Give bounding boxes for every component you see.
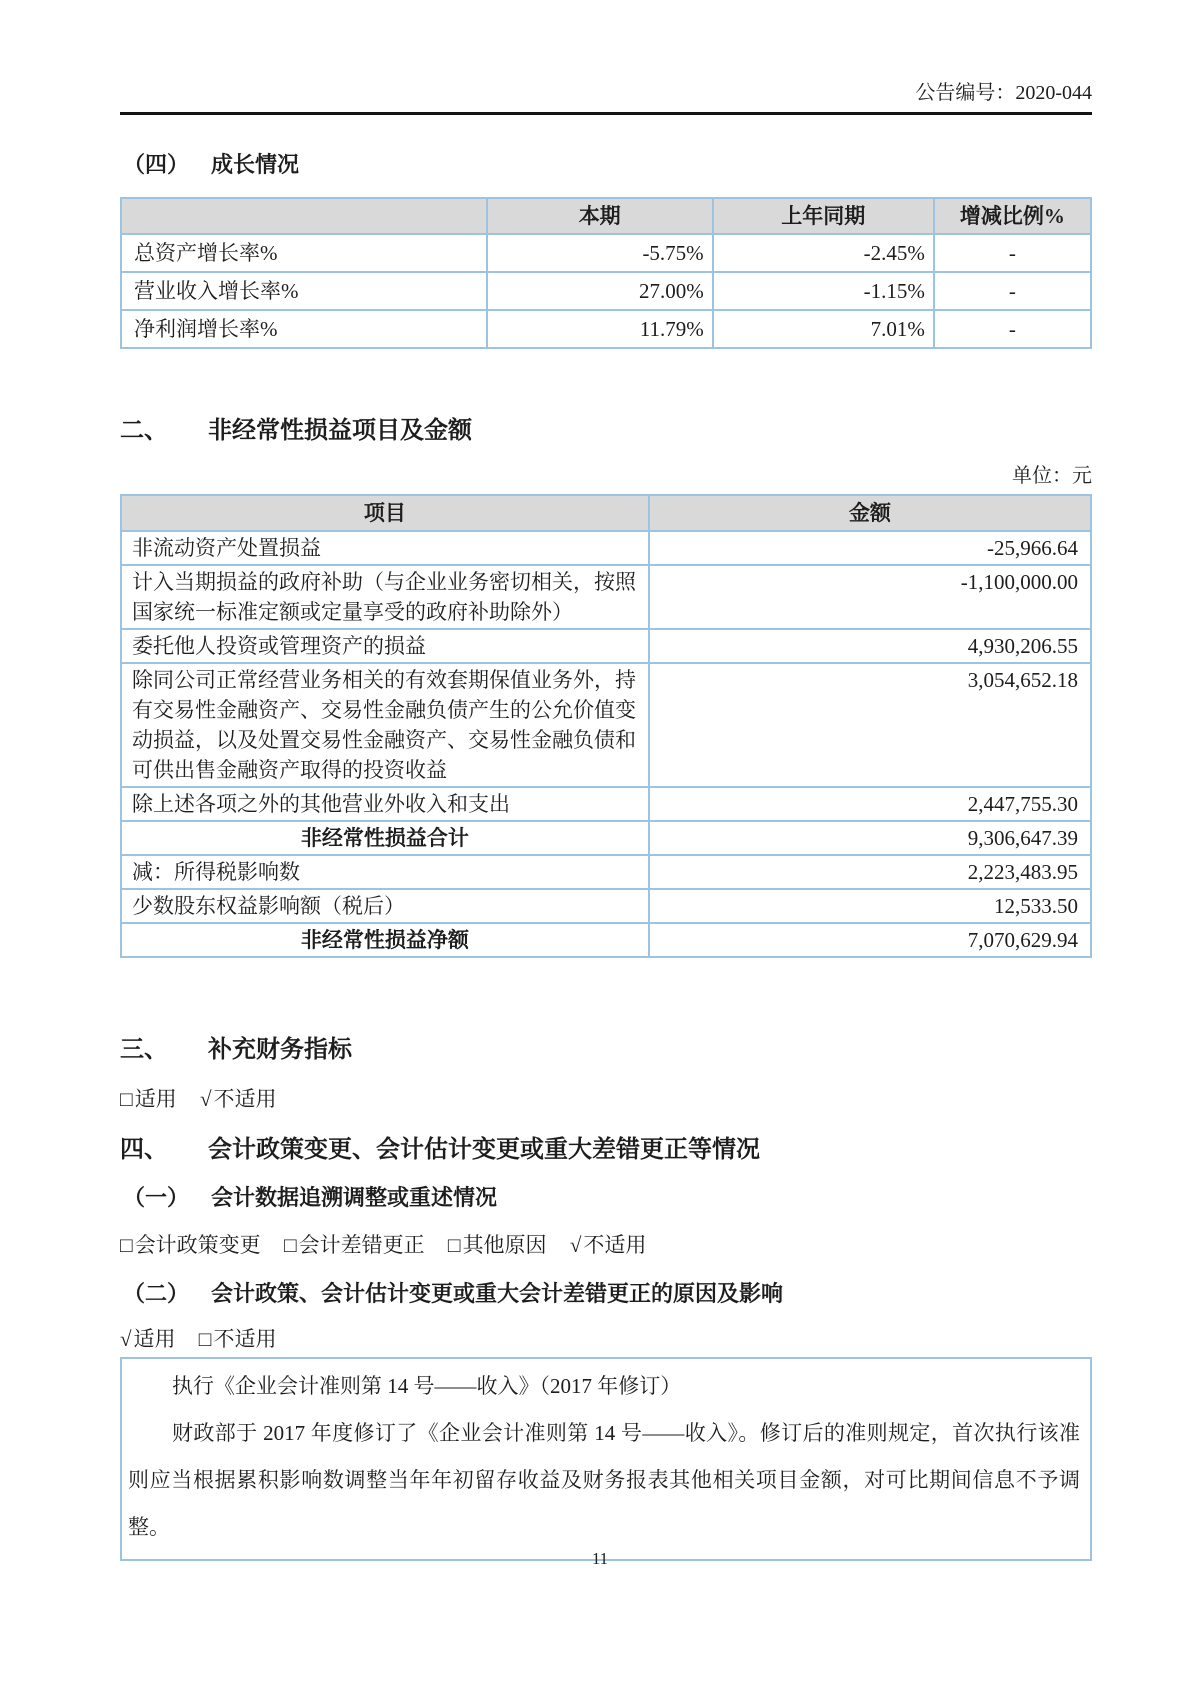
note-paragraph-1: 执行《企业会计准则第 14 号——收入》（2017 年修订） [172, 1374, 682, 1398]
accounting-heading-text: 会计政策变更、会计估计变更或重大差错更正等情况 [208, 1137, 760, 1163]
table-row [121, 234, 1091, 272]
metric-label: 营业收入增长率% [121, 272, 487, 310]
metric-change-value: - [934, 310, 1091, 348]
option-label: 不适用 [213, 1087, 277, 1111]
checkbox-icon: □ [283, 1233, 297, 1257]
retrospective-adjustment-options [120, 1232, 1092, 1258]
item-label: 委托他人投资或管理资产的损益 [121, 629, 649, 663]
item-amount: -1,100,000.00 [649, 565, 1091, 629]
retrospective-adjustment-heading [120, 1184, 1092, 1212]
metric-prior-value: 7.01% [713, 310, 934, 348]
sub1-heading-text: 会计数据追溯调整或重述情况 [211, 1185, 498, 1210]
doc-number: 公告编号：2020-044 [915, 82, 1092, 104]
metric-change-value: - [934, 272, 1091, 310]
growth-table-header-current: 本期 [487, 198, 713, 234]
metric-current-value: -5.75% [487, 234, 713, 272]
checkmark-icon: √ [199, 1087, 212, 1111]
item-amount: 2,223,483.95 [649, 855, 1091, 889]
growth-table-header-prior: 上年同期 [713, 198, 934, 234]
table-row [121, 565, 1091, 629]
note-paragraph-2: 财政部于 2017 年度修订了《企业会计准则第 14 号——收入》。修订后的准则规定，首次执行该准则应当根据累积影响数调整当年年初留存收益及财务报表其他相关项目金额，对可比期间信息不予调整。 [128, 1421, 1080, 1539]
error-correction-option [284, 1233, 430, 1257]
item-amount: 12,533.50 [649, 889, 1091, 923]
item-label: 非流动资产处置损益 [121, 531, 649, 565]
table-row [121, 787, 1091, 821]
item-amount: 4,930,206.55 [649, 629, 1091, 663]
table-row [121, 272, 1091, 310]
accounting-standard-note-box [120, 1357, 1092, 1561]
option-label: 会计差错更正 [298, 1233, 425, 1257]
supplementary-indicators-heading [120, 1034, 1092, 1066]
item-label: 非经常性损益净额 [121, 923, 649, 957]
table-row-subtotal [121, 821, 1091, 855]
metric-current-value: 11.79% [487, 310, 713, 348]
option-label: 其他原因 [462, 1233, 547, 1257]
item-label: 除上述各项之外的其他营业外收入和支出 [121, 787, 649, 821]
growth-table-header-change: 增减比例% [934, 198, 1091, 234]
item-amount: -25,966.64 [649, 531, 1091, 565]
metric-change-value: - [934, 234, 1091, 272]
supplementary-heading-number: 三、 [120, 1037, 168, 1063]
metric-label: 净利润增长率% [121, 310, 487, 348]
not-applicable-option [570, 1233, 647, 1257]
item-label: 计入当期损益的政府补助（与企业业务密切相关，按照国家统一标准定额或定量享受的政府补助除外） [121, 565, 649, 629]
nonrecurring-section-heading [120, 415, 1092, 447]
option-label: 会计政策变更 [134, 1233, 261, 1257]
option-label: 不适用 [213, 1327, 277, 1351]
accounting-heading-number: 四、 [120, 1137, 168, 1163]
checkbox-icon: □ [120, 1233, 133, 1257]
growth-table [120, 197, 1092, 349]
item-amount: 7,070,629.94 [649, 923, 1091, 957]
supplementary-applicability-options [120, 1086, 1092, 1112]
item-label: 非经常性损益合计 [121, 821, 649, 855]
supplementary-heading-text: 补充财务指标 [208, 1037, 352, 1063]
item-label: 减：所得税影响数 [121, 855, 649, 889]
metric-prior-value: -2.45% [713, 234, 934, 272]
item-label: 除同公司正常经营业务相关的有效套期保值业务外，持有交易性金融资产、交易性金融负债产生的公允价值变动损益，以及处置交易性金融资产、交易性金融负债和可供出售金融资产取得的投资收益 [121, 663, 649, 787]
nonrecurring-heading-text: 非经常性损益项目及金额 [208, 418, 472, 444]
sub1-heading-number: （一） [123, 1185, 190, 1210]
other-reason-option [448, 1233, 552, 1257]
item-amount: 9,306,647.39 [649, 821, 1091, 855]
option-label: 适用 [133, 1327, 176, 1351]
nonrecurring-table [120, 494, 1092, 958]
table-row [121, 629, 1091, 663]
applicable-option [120, 1087, 182, 1111]
metric-label: 总资产增长率% [121, 234, 487, 272]
checkbox-icon: □ [120, 1087, 133, 1111]
sub2-heading-text: 会计政策、会计估计变更或重大会计差错更正的原因及影响 [211, 1281, 784, 1306]
item-amount: 3,054,652.18 [649, 663, 1091, 787]
growth-heading-number: （四） [123, 152, 190, 177]
sub2-heading-number: （二） [123, 1281, 190, 1306]
nonrecurring-header-item: 项目 [121, 495, 649, 531]
growth-table-corner-cell [121, 198, 487, 234]
nonrecurring-heading-number: 二、 [120, 418, 168, 444]
checkmark-icon: √ [569, 1233, 582, 1257]
growth-section-heading [120, 151, 1092, 179]
table-row [121, 663, 1091, 787]
table-row [121, 531, 1091, 565]
table-row [121, 889, 1091, 923]
applicable-option [120, 1327, 181, 1351]
header-rule [120, 112, 1092, 115]
checkmark-icon: √ [120, 1327, 132, 1351]
table-row [121, 855, 1091, 889]
item-amount: 2,447,755.30 [649, 787, 1091, 821]
checkbox-icon: □ [198, 1327, 212, 1351]
change-reasons-applicability-options [120, 1326, 1092, 1352]
table-row-total [121, 923, 1091, 957]
table-row [121, 310, 1091, 348]
metric-prior-value: -1.15% [713, 272, 934, 310]
policy-change-option [120, 1233, 266, 1257]
not-applicable-option [200, 1087, 277, 1111]
nonrecurring-table-header-row [121, 495, 1091, 531]
option-label: 不适用 [583, 1233, 647, 1257]
checkbox-icon: □ [447, 1233, 461, 1257]
nonrecurring-header-amount: 金额 [649, 495, 1091, 531]
unit-label: 单位：元 [1012, 465, 1092, 487]
metric-current-value: 27.00% [487, 272, 713, 310]
accounting-changes-heading [120, 1134, 1092, 1166]
growth-table-header-row [121, 198, 1091, 234]
not-applicable-option [199, 1327, 277, 1351]
item-label: 少数股东权益影响额（税后） [121, 889, 649, 923]
change-reasons-heading [120, 1280, 1092, 1308]
option-label: 适用 [134, 1087, 177, 1111]
page-number: 11 [591, 1549, 609, 1568]
growth-heading-text: 成长情况 [211, 152, 300, 177]
